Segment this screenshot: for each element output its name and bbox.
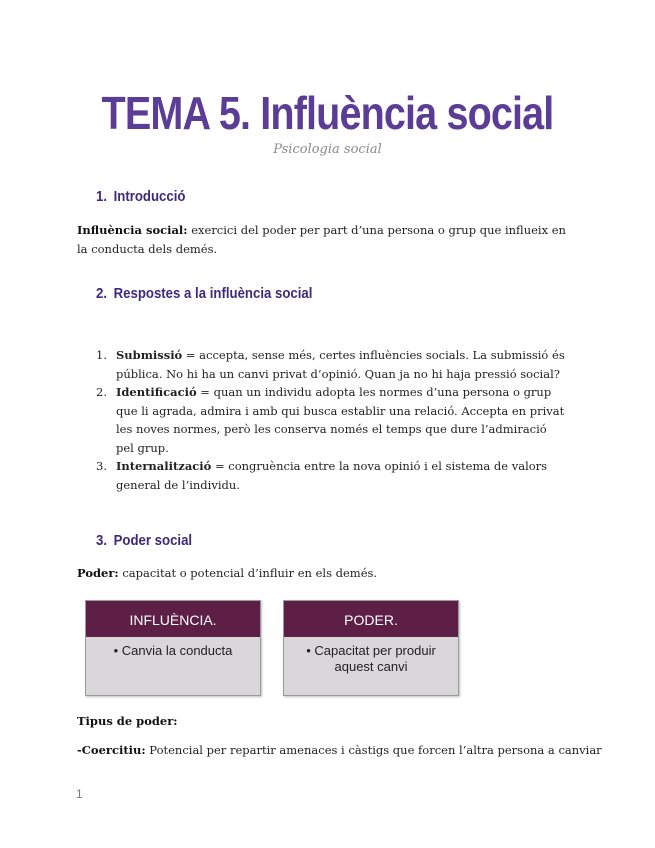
box-body: • Capacitat per produir aquest canvi [306, 643, 436, 674]
poder-term: Poder: [77, 566, 119, 580]
tipus-poder-heading [77, 712, 567, 731]
list-number: 2. [96, 385, 107, 399]
list-number: 3. [96, 459, 107, 473]
section-title: Respostes a la influència social [113, 285, 313, 302]
section-number: 3. [96, 532, 108, 549]
tipus-poder-label: Tipus de poder: [77, 714, 178, 728]
list-text: = accepta, sense més, certes influències socials. La submissió és pública. No hi ha un canvi privat d’opinió. Quan ja no hi haja pressió social? [116, 348, 565, 381]
influence-power-diagram [85, 600, 457, 694]
poder-text: capacitat o potencial d’influir en els demés. [118, 566, 378, 580]
intro-paragraph [77, 221, 567, 259]
section-title: Introducció [113, 188, 186, 205]
document-subtitle: Psicologia social [273, 142, 382, 157]
section-heading-respostes [96, 285, 312, 302]
list-item [96, 346, 566, 383]
list-item [96, 383, 566, 457]
coercitiu-text: Potencial per repartir amenaces i càstigs que forcen l’altra persona a canviar [145, 743, 602, 757]
list-term: Internalització [116, 459, 212, 473]
responses-list [96, 346, 566, 494]
list-text: = congruència entre la nova opinió i el sistema de valors general de l’individu. [116, 459, 548, 492]
list-item [96, 457, 566, 494]
intro-term: Influència social: [77, 223, 188, 237]
poder-box [283, 600, 459, 696]
intro-text: exercici del poder per part d’una persona o grup que influeix en la conducta dels demés. [77, 223, 566, 256]
box-header: INFLUÈNCIA. [86, 601, 260, 637]
influencia-box [85, 600, 261, 696]
list-term: Identificació [116, 385, 197, 399]
box-body: • Canvia la conducta [113, 643, 233, 658]
section-heading-poder-social [96, 532, 192, 549]
box-header: PODER. [284, 601, 458, 637]
section-heading-introduccio [96, 188, 185, 205]
poder-paragraph [77, 564, 567, 583]
document-title: TEMA 5. Influència social [101, 87, 554, 139]
section-number: 2. [96, 285, 108, 302]
coercitiu-term: -Coercitiu: [77, 743, 146, 757]
list-term: Submissió [116, 348, 183, 362]
section-title: Poder social [113, 532, 193, 549]
list-text: = quan un individu adopta les normes d’una persona o grup que li agrada, admira i amb qui busca establir una relació. Accepta en privat les noves normes, però les conserva només el temps que dure l’admiració pel grup. [116, 385, 565, 455]
coercitiu-paragraph [77, 741, 602, 760]
list-number: 1. [96, 348, 107, 362]
page-number: 1 [76, 787, 83, 801]
section-number: 1. [96, 188, 108, 205]
